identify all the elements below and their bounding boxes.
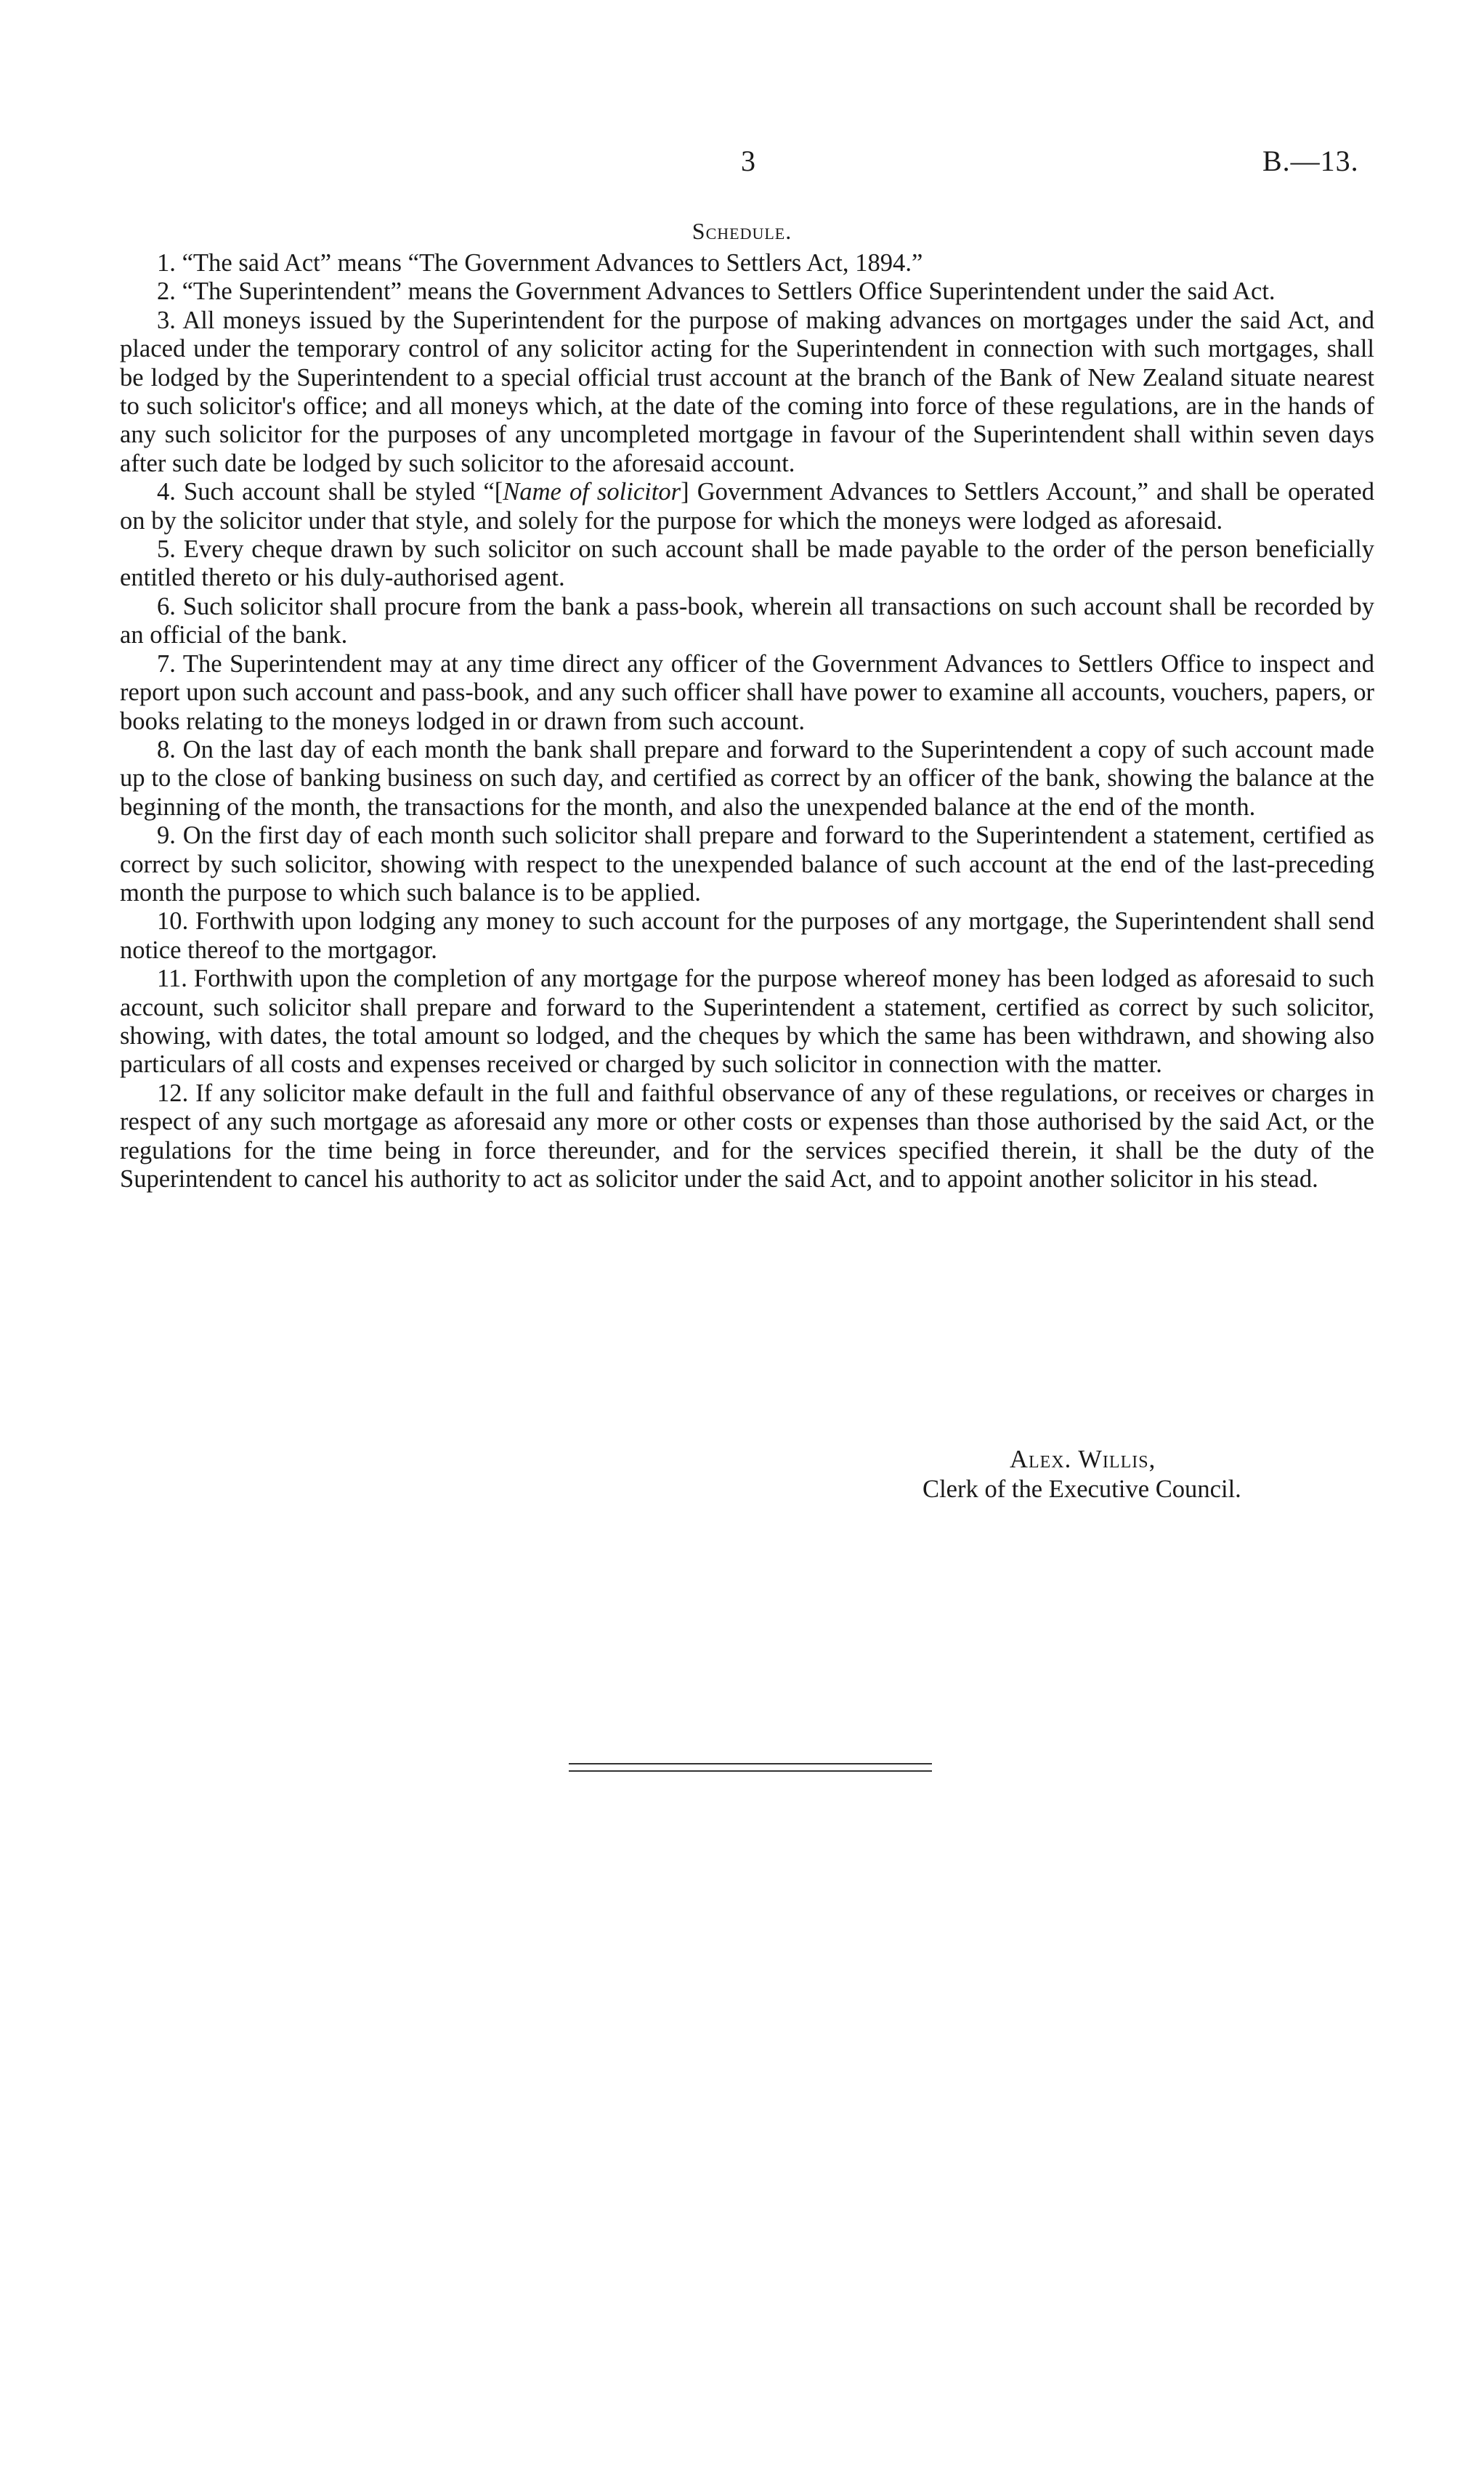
schedule-paragraph-12: 12. If any solicitor make default in the full and faithful observance of any of these regulations, or receives or charges in respect of any such mortgage as aforesaid any more or other costs or expenses than those authorised by the said Act, or the regulations for the time being in force thereunder, and for the services specified therein, it shall be the duty of the Superintendent to cancel his authority to act as solicitor under the said Act, and to appoint another solicitor in his stead. <box>120 1079 1374 1193</box>
document-reference: B.—13. <box>1262 145 1359 177</box>
page-number: 3 <box>741 145 755 177</box>
signature-block <box>923 1445 1395 1504</box>
end-rule-top <box>569 1763 932 1764</box>
end-rule-bottom <box>569 1770 932 1772</box>
schedule-paragraph-8: 8. On the last day of each month the bank shall prepare and forward to the Superintendent a copy of such account made up to the close of banking business on such day, and certified as correct by an officer of the bank, showing the balance at the beginning of the month, the transactions for the month, and also the unexpended balance at the end of the month. <box>120 735 1374 821</box>
schedule-heading: Schedule. <box>692 218 792 244</box>
schedule-paragraph-9: 9. On the first day of each month such solicitor shall prepare and forward to the Superintendent a statement, certified as correct by such solicitor, showing with respect to the unexpended balance of such account at the end of the last-preceding month the purpose to which such balance is to be applied. <box>120 822 1374 907</box>
schedule-paragraph-5: 5. Every cheque drawn by such solicitor on such account shall be made payable to the order of the person beneficially entitled thereto or his duly-authorised agent. <box>120 535 1374 592</box>
schedule-paragraph-4: 4. Such account shall be styled “[Name of solicitor] Government Advances to Settlers Account,” and shall be operated on by the solicitor under that style, and solely for the purpose for which the moneys were lodged as aforesaid. <box>120 478 1375 535</box>
schedule-paragraph-6: 6. Such solicitor shall procure from the bank a pass-book, wherein all transactions on such account shall be recorded by an official of the bank. <box>120 592 1374 649</box>
schedule-body <box>120 249 1374 1194</box>
schedule-paragraph-11: 11. Forthwith upon the completion of any mortgage for the purpose whereof money has been lodged as aforesaid to such account, such solicitor shall prepare and forward to the Superintendent a statement, certified as correct by such solicitor, showing, with dates, the total amount so lodged, and the cheques by which the same has been withdrawn, and showing also particulars of all costs and expenses received or charged by such solicitor in connection with the matter. <box>120 965 1374 1079</box>
schedule-paragraph-3: 3. All moneys issued by the Superintendent for the purpose of making advances on mortgages under the said Act, and placed under the temporary control of any solicitor acting for the Superintendent in connection with such mortgages, shall be lodged by the Superintendent to a special official trust account at the branch of the Bank of New Zealand situate nearest to such solicitor's office; and all moneys which, at the date of the coming into force of these regulations, are in the hands of any such solicitor for the purposes of any uncompleted mortgage in favour of the Superintendent shall within seven days after such date be lodged by such solicitor to the aforesaid account. <box>120 306 1374 477</box>
schedule-paragraph-2: 2. “The Superintendent” means the Government Advances to Settlers Office Superintendent under the said Act. <box>157 277 1276 306</box>
schedule-paragraph-1: 1. “The said Act” means “The Government Advances to Settlers Act, 1894.” <box>157 249 923 277</box>
schedule-paragraph-10: 10. Forthwith upon lodging any money to such account for the purposes of any mortgage, the Superintendent shall send notice thereof to the mortgagor. <box>120 907 1374 964</box>
page-header <box>0 139 1484 183</box>
schedule-paragraph-7: 7. The Superintendent may at any time direct any officer of the Government Advances to Settlers Office to inspect and report upon such account and pass-book, and any such officer shall have power to examine all accounts, vouchers, papers, or books relating to the moneys lodged in or drawn from such account. <box>120 649 1374 735</box>
signatory-title: Clerk of the Executive Council. <box>923 1475 1241 1503</box>
signatory-name: Alex. Willis, <box>1010 1446 1156 1473</box>
solicitor-name-placeholder: Name of solicitor <box>503 478 681 506</box>
